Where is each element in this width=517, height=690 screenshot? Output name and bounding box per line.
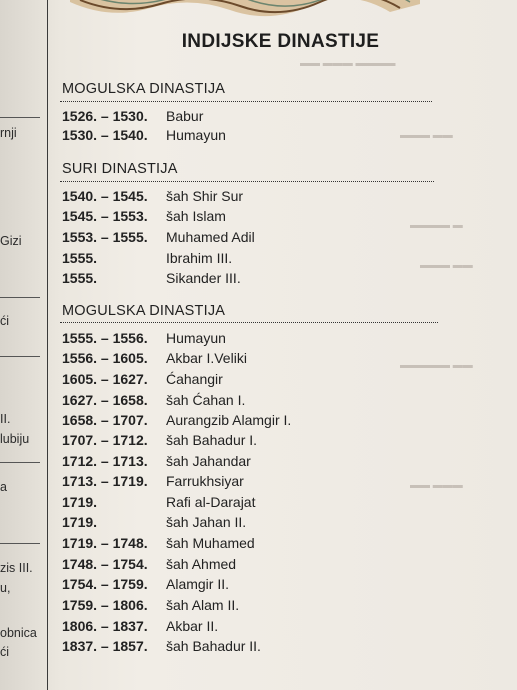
table-row <box>62 188 243 208</box>
row-years: 1555. – 1556. <box>62 330 148 346</box>
left-fragment: Gizi <box>0 234 22 248</box>
table-row <box>62 514 246 534</box>
left-rule <box>0 117 40 118</box>
row-ruler: Rafi al-Darajat <box>166 494 256 510</box>
row-ruler: šah Jahandar <box>166 453 251 469</box>
row-ruler: Ćahangir <box>166 371 223 387</box>
table-row <box>62 371 223 391</box>
row-years: 1759. – 1806. <box>62 597 148 613</box>
row-years: 1658. – 1707. <box>62 412 148 428</box>
row-ruler: Farrukhsiyar <box>166 473 244 489</box>
left-fragment: obnica <box>0 626 37 640</box>
row-ruler: Babur <box>166 108 204 124</box>
left-rule <box>0 462 40 463</box>
section-heading: MOGULSKA DINASTIJA <box>62 303 226 319</box>
decorative-ornament <box>70 0 420 24</box>
table-row <box>62 229 255 249</box>
table-row <box>62 453 251 473</box>
table-row <box>62 208 226 228</box>
bleed-through-text: ▬▬▬ ▬▬ <box>400 130 453 141</box>
row-years: 1707. – 1712. <box>62 432 148 448</box>
row-years: 1540. – 1545. <box>62 188 148 204</box>
left-rule <box>0 297 40 298</box>
page-title: INDIJSKE DINASTIJE <box>181 31 380 52</box>
row-ruler: šah Bahadur II. <box>166 638 261 654</box>
row-ruler: Ibrahim III. <box>166 250 233 266</box>
row-ruler: Sikander III. <box>166 270 241 286</box>
row-years: 1555. <box>62 270 98 286</box>
bleed-through-text: ▬▬▬▬ ▬ <box>410 220 463 231</box>
row-ruler: Muhamed Adil <box>166 229 255 245</box>
row-years: 1837. – 1857. <box>62 638 148 654</box>
bleed-through-text: ▬▬ ▬▬▬ ▬▬▬▬ <box>300 58 396 69</box>
left-column-fragments <box>0 0 44 690</box>
row-ruler: šah Bahadur I. <box>166 432 258 448</box>
row-years: 1712. – 1713. <box>62 453 148 469</box>
row-ruler: šah Jahan II. <box>166 514 247 530</box>
section-heading: MOGULSKA DINASTIJA <box>62 81 226 97</box>
table-row <box>62 350 247 370</box>
bleed-through-text: ▬▬▬ ▬▬ <box>420 260 473 271</box>
table-row <box>62 108 203 128</box>
row-years: 1719. <box>62 494 98 510</box>
row-years: 1553. – 1555. <box>62 229 148 245</box>
row-ruler: šah Muhamed <box>166 535 255 551</box>
table-row <box>62 473 244 493</box>
table-row <box>62 576 229 596</box>
table-row <box>62 392 245 412</box>
row-ruler: šah Alam II. <box>166 597 240 613</box>
table-row <box>62 535 255 555</box>
left-fragment: lubiju <box>0 432 30 446</box>
column-divider <box>47 0 48 690</box>
row-ruler: Akbar II. <box>166 618 219 634</box>
row-ruler: Aurangzib Alamgir I. <box>166 412 292 428</box>
left-fragment: II. <box>0 412 11 426</box>
table-row <box>62 432 257 452</box>
left-fragment: u, <box>0 581 11 595</box>
row-ruler: šah Ćahan I. <box>166 392 246 408</box>
left-fragment: ći <box>0 314 10 328</box>
bleed-through-text: ▬▬ ▬▬▬ <box>410 480 463 491</box>
table-row <box>62 127 226 147</box>
row-years: 1806. – 1837. <box>62 618 148 634</box>
table-row <box>62 494 255 514</box>
row-years: 1713. – 1719. <box>62 473 148 489</box>
left-fragment: a <box>0 480 7 494</box>
left-rule <box>0 543 40 544</box>
section-rule <box>60 181 434 182</box>
row-years: 1526. – 1530. <box>62 108 148 124</box>
table-row <box>62 270 241 290</box>
row-years: 1605. – 1627. <box>62 371 148 387</box>
table-row <box>62 556 236 576</box>
left-rule <box>0 356 40 357</box>
row-years: 1719. <box>62 514 98 530</box>
table-row <box>62 618 218 638</box>
left-fragment: zis III. <box>0 561 33 575</box>
table-row <box>62 597 239 617</box>
table-row <box>62 330 226 350</box>
table-row <box>62 412 291 432</box>
row-years: 1719. – 1748. <box>62 535 148 551</box>
row-ruler: Alamgir II. <box>166 576 230 592</box>
table-row <box>62 250 232 270</box>
row-years: 1545. – 1553. <box>62 208 148 224</box>
row-ruler: šah Ahmed <box>166 556 237 572</box>
row-years: 1556. – 1605. <box>62 350 148 366</box>
row-years: 1530. – 1540. <box>62 127 148 143</box>
left-fragment: ći <box>0 645 10 659</box>
row-years: 1555. <box>62 250 98 266</box>
section-rule <box>60 101 432 102</box>
row-ruler: šah Islam <box>166 208 226 224</box>
row-years: 1627. – 1658. <box>62 392 148 408</box>
row-ruler: Akbar I.Veliki <box>166 350 247 366</box>
row-ruler: Humayun <box>166 330 226 346</box>
section-heading: SURI DINASTIJA <box>62 161 178 177</box>
row-years: 1754. – 1759. <box>62 576 148 592</box>
left-fragment: rnji <box>0 126 17 140</box>
row-ruler: Humayun <box>166 127 226 143</box>
section-rule <box>60 322 438 323</box>
bleed-through-text: ▬▬▬▬▬ ▬▬ <box>400 360 473 371</box>
table-row <box>62 638 261 658</box>
row-years: 1748. – 1754. <box>62 556 148 572</box>
row-ruler: šah Shir Sur <box>166 188 244 204</box>
